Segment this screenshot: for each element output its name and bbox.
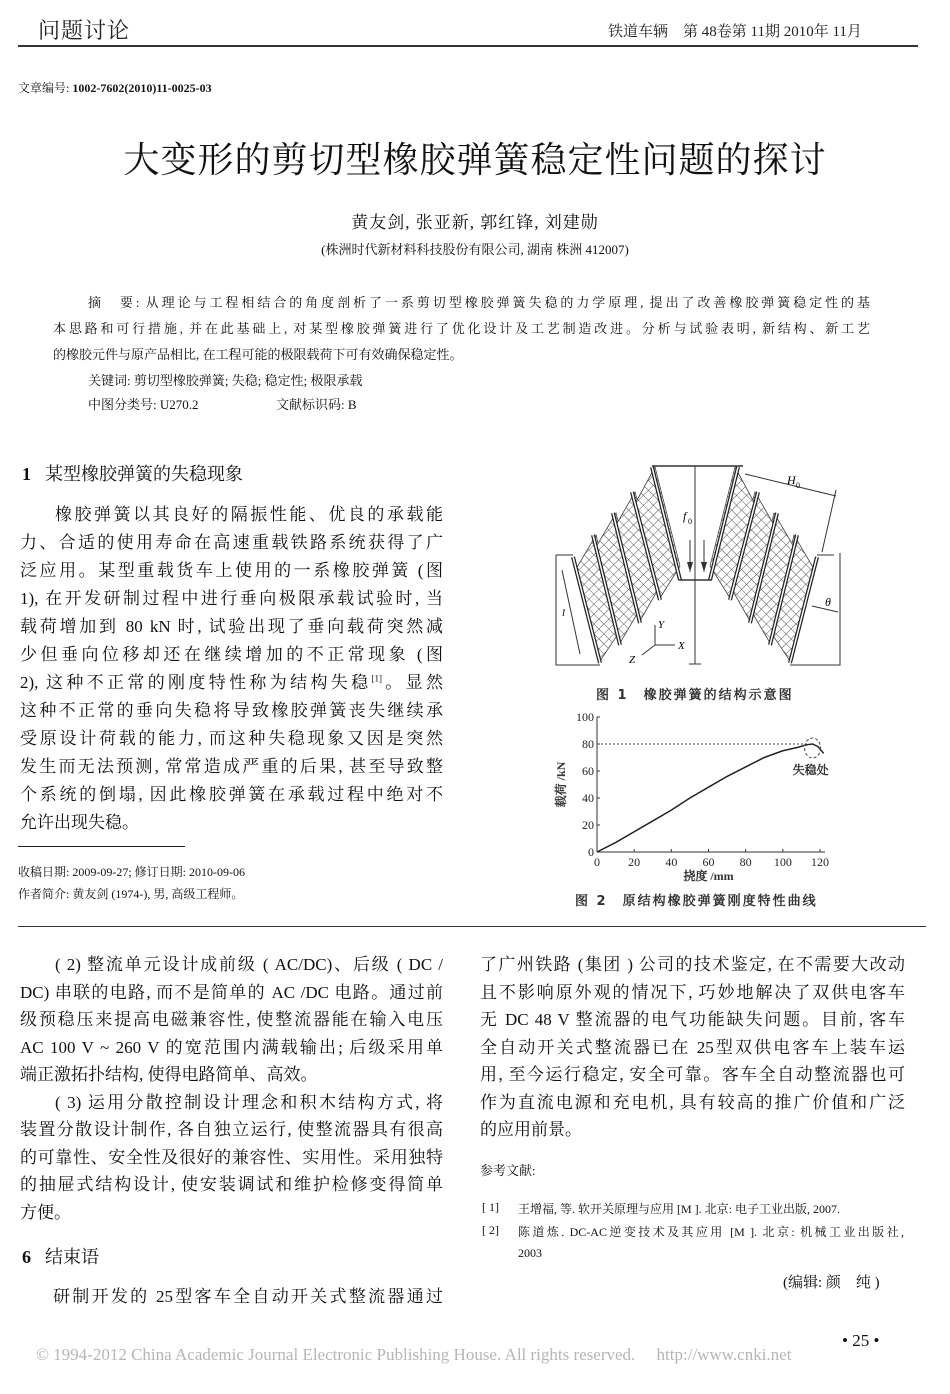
label-y: Y: [658, 619, 665, 631]
footnote-author: 作者简介: 黄友剑 (1974-), 男, 高级工程师。: [18, 887, 244, 901]
body-line: 这种不正常的垂向失稳将导致橡胶弹簧丧失继续承: [20, 701, 443, 720]
reference-number: [ 1]: [482, 1200, 499, 1214]
x-tick-label: 120: [811, 855, 829, 869]
y-tick-label: 60: [582, 764, 594, 778]
body-line: 且不影响原外观的情况下, 巧妙地解决了双供电客车: [480, 982, 905, 1002]
x-tick-label: 80: [739, 855, 752, 869]
section-6-heading: [22, 1243, 99, 1269]
body-line: 的抽屉式结构设计, 使安装调试和维护检修变得简单: [20, 1175, 443, 1194]
column-break-rule: [18, 926, 926, 927]
z-axis-glyph: [642, 645, 655, 655]
article-number-value: 1002-7602(2010)11-0025-03: [72, 81, 212, 95]
body-line: 级预稳压来提高电磁兼容性, 使整流器能在输入电压: [20, 1010, 443, 1029]
body-line: 的应用前景。: [480, 1120, 582, 1139]
reference-text-cont: 2003: [518, 1246, 542, 1260]
body-line: 个系统的倒塌, 因此橡胶弹簧在承载过程中绝对不: [20, 785, 443, 804]
x-axis-label: 挠度 /mm: [683, 869, 734, 883]
document-code: 文献标识码: B: [276, 397, 357, 412]
body-line: 少但垂向位移却还在继续增加的不正常现象 (图: [20, 645, 443, 664]
abstract-line: 摘 要: 从理论与工程相结合的角度剖析了一系剪切型橡胶弹簧失稳的力学原理, 提出了改善橡胶弹簧稳定性的基: [88, 295, 870, 310]
annotation-label: 失稳处: [792, 763, 829, 777]
editor-note: (编辑: 颜 纯 ): [783, 1275, 880, 1291]
body-line: 了广州铁路 (集团 ) 公司的技术鉴定, 在不需要大改动: [480, 955, 905, 974]
y-tick-label: 20: [582, 818, 594, 832]
article-number: [18, 79, 212, 96]
x-tick-label: 0: [594, 855, 600, 869]
x-tick-label: 100: [773, 855, 792, 869]
references-heading: 参考文献:: [480, 1163, 536, 1178]
page-title: 大变形的剪切型橡胶弹簧稳定性问题的探讨: [123, 140, 827, 181]
abstract-line: 本思路和可行措施, 并在此基础上, 对某型橡胶弹簧进行了优化设计及工艺制造改进。分析与试验表明, 新结构、新工艺: [53, 321, 870, 336]
body-line: 装置分散设计制作, 各自独立运行, 使整流器具有很高: [20, 1120, 443, 1139]
reference-text: 王增福, 等. 软开关原理与应用 [M ]. 北京: 电子工业出版, 2007.: [518, 1202, 840, 1216]
running-header-journal: 铁道车辆 第 48卷第 11期 2010年 11月: [608, 24, 862, 40]
body-line: 力、合适的使用寿命在高速重载铁路系统获得了广: [20, 533, 443, 552]
abstract-line: 的橡胶元件与原产品相比, 在工程可能的极限载荷下可有效确保稳定性。: [53, 347, 463, 362]
body-line: ( 2) 整流单元设计成前级 ( AC/DC)、后级 ( DC /: [55, 955, 443, 974]
body-text: 。显然: [381, 673, 443, 692]
citation[interactable]: [1]: [371, 673, 382, 684]
label-h0-sub: 0: [796, 481, 800, 490]
section-number: 6: [22, 1247, 31, 1267]
instability-circle: [805, 738, 821, 758]
body-line: 无 DC 48 V 整流器的电气功能缺失问题。目前, 客车: [480, 1010, 905, 1029]
body-line: 1), 在开发研制过程中进行垂向极限承载试验时, 当: [20, 589, 443, 608]
body-line: 载荷增加到 80 kN 时, 试验出现了垂向载荷突然减: [20, 617, 443, 636]
body-line: 受原设计荷载的能力, 而这种失稳现象又因是突然: [20, 729, 443, 748]
body-line: 研制开发的 25型客车全自动开关式整流器通过: [53, 1287, 443, 1306]
header-rule: [18, 45, 918, 47]
section-1-heading: [22, 460, 243, 486]
spring-right-stack: [710, 467, 817, 663]
x-tick-label: 40: [665, 855, 678, 869]
body-line: DC) 串联的电路, 而不是简单的 AC /DC 电路。通过前: [20, 982, 443, 1002]
authors: 黄友剑, 张亚新, 郭红锋, 刘建勋: [351, 213, 599, 232]
reference-text: 陈道炼. DC-AC逆变技术及其应用 [M ]. 北京: 机械工业出版社,: [518, 1225, 904, 1239]
section-title: 某型橡胶弹簧的失稳现象: [45, 464, 243, 484]
clc-number: 中图分类号: U270.2: [88, 397, 199, 412]
label-l: l: [562, 607, 566, 619]
footnote-rule: [18, 846, 185, 847]
y-tick-label: 100: [576, 710, 594, 724]
body-line: 的可靠性、安全性及很好的兼容性、实用性。采用独特: [20, 1147, 443, 1167]
reference-number: [ 2]: [482, 1223, 499, 1237]
body-line: AC 100 V ~ 260 V 的宽范围内满载输出; 后级采用单: [20, 1037, 443, 1057]
figure-2-caption: 图 2 原结构橡胶弹簧刚度特性曲线: [575, 894, 818, 909]
figure-2-chart: [550, 705, 850, 895]
body-line: 方便。: [20, 1202, 71, 1222]
body-line: 允许出现失稳。: [20, 813, 139, 832]
page-number: • 25 •: [842, 1331, 880, 1350]
copyright-footer: © 1994-2012 China Academic Journal Electronic Publishing House. All rights reserved. http://www.cnki.net: [36, 1345, 792, 1364]
y-tick-label: 40: [582, 791, 594, 805]
running-header-section: 问题讨论: [38, 19, 131, 44]
body-line: 用, 至今运行稳定, 安全可靠。客车全自动整流器也可: [480, 1065, 905, 1084]
x-tick-label: 60: [702, 855, 715, 869]
body-line: 全自动开关式整流器已在 25型双供电客车上装车运: [480, 1037, 905, 1057]
label-f0-sub: 0: [688, 517, 692, 526]
body-line: 橡胶弹簧以其良好的隔振性能、优良的承载能: [55, 505, 443, 524]
body-line: 泛应用。某型重载货车上使用的一系橡胶弹簧 (图: [20, 561, 443, 580]
label-x: X: [678, 640, 685, 652]
body-line: 作为直流电源和充电机, 具有较高的推广价值和广泛: [480, 1092, 905, 1112]
body-line: 端正激拓扑结构, 使得电路简单、高效。: [20, 1065, 318, 1084]
y-tick-label: 0: [588, 845, 594, 859]
keywords: 关键词: 剪切型橡胶弹簧; 失稳; 稳定性; 极限承载: [88, 373, 363, 388]
footnote-dates: 收稿日期: 2009-09-27; 修订日期: 2010-09-06: [18, 865, 245, 879]
body-line: 2), 这种不正常的刚度特性称为结构失稳[1]。显然: [20, 673, 443, 692]
y-tick-label: 80: [582, 737, 594, 751]
label-f0: f: [683, 509, 687, 523]
section-number: 1: [22, 464, 31, 484]
article-number-label: 文章编号:: [18, 81, 73, 95]
affiliation: (株洲时代新材料科技股份有限公司, 湖南 株洲 412007): [321, 242, 629, 257]
figure-1-diagram: [550, 458, 850, 678]
y-axis-label: 载荷 /kN: [554, 761, 568, 808]
x-tick-label: 20: [628, 855, 641, 869]
body-line: ( 3) 运用分散控制设计理念和积木结构方式, 将: [55, 1092, 443, 1112]
label-theta: θ: [825, 595, 831, 609]
section-title: 结束语: [45, 1247, 99, 1267]
label-h0: H: [787, 473, 796, 487]
series-line: [597, 744, 824, 852]
label-z: Z: [629, 654, 636, 666]
body-line: 发生而无法预测, 常常造成严重的后果, 甚至导致整: [20, 757, 443, 776]
spring-left-stack: [573, 467, 680, 663]
figure-1-caption: 图 1 橡胶弹簧的结构示意图: [596, 688, 794, 703]
